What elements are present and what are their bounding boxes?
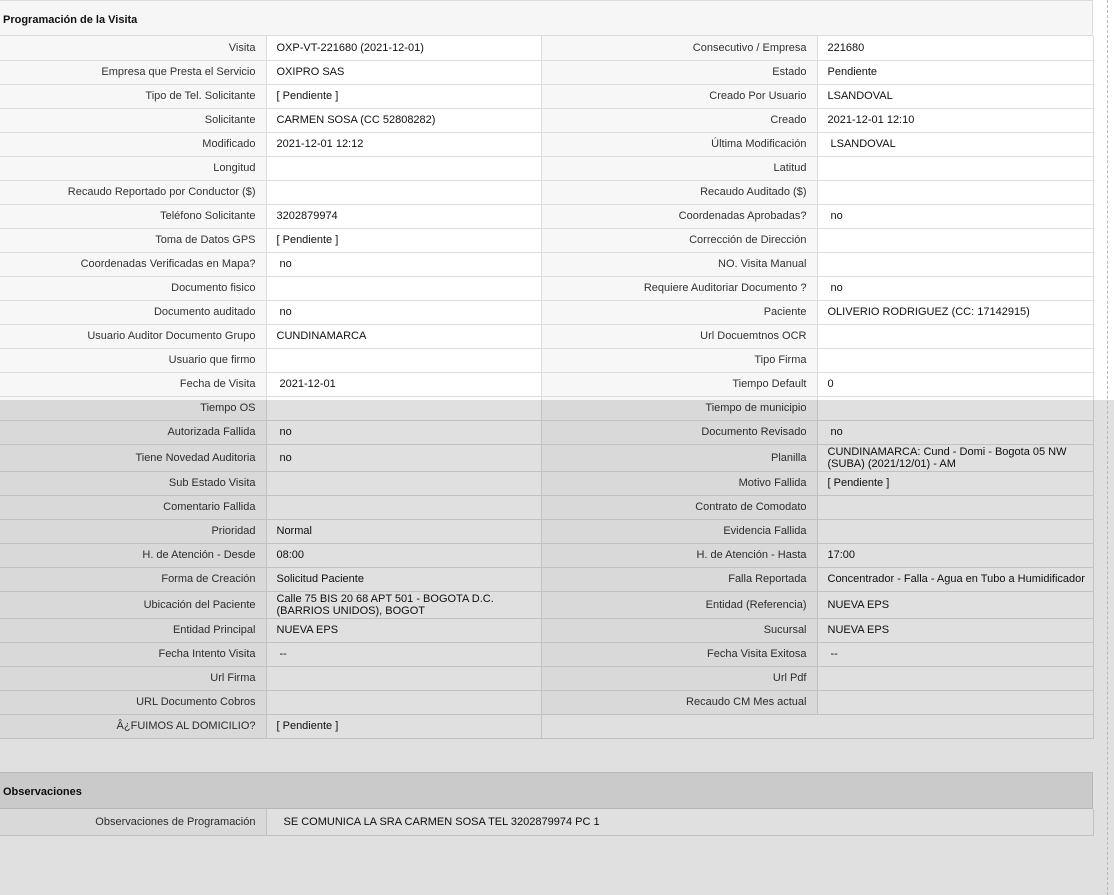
field-value xyxy=(266,495,541,519)
field-label: Recaudo Auditado ($) xyxy=(541,180,817,204)
field-label: Creado xyxy=(541,108,817,132)
row-fuimos-domicilio xyxy=(0,714,1093,738)
row-longitud xyxy=(0,156,1093,180)
field-label: Tipo Firma xyxy=(541,348,817,372)
row-coordenadas xyxy=(0,252,1093,276)
field-value: OLIVERIO RODRIGUEZ (CC: 17142915) xyxy=(817,300,1093,324)
field-label: H. de Atención - Desde xyxy=(0,543,266,567)
field-label: Url Pdf xyxy=(541,666,817,690)
row-telefono xyxy=(0,204,1093,228)
field-value: no xyxy=(817,204,1093,228)
field-value: NUEVA EPS xyxy=(817,591,1093,618)
field-value: 17:00 xyxy=(817,543,1093,567)
field-value xyxy=(817,228,1093,252)
field-value: 3202879974 xyxy=(266,204,541,228)
field-value: no xyxy=(266,420,541,444)
field-label: Longitud xyxy=(0,156,266,180)
field-label: Última Modificación xyxy=(541,132,817,156)
field-label: Tiene Novedad Auditoria xyxy=(0,444,266,471)
row-sub-estado xyxy=(0,471,1093,495)
field-label: Tiempo Default xyxy=(541,372,817,396)
field-value: [ Pendiente ] xyxy=(817,471,1093,495)
field-value xyxy=(817,180,1093,204)
field-value: LSANDOVAL xyxy=(817,84,1093,108)
field-value: Solicitud Paciente xyxy=(266,567,541,591)
field-label: Contrato de Comodato xyxy=(541,495,817,519)
field-value: CUNDINAMARCA xyxy=(266,324,541,348)
field-label: Usuario Auditor Documento Grupo xyxy=(0,324,266,348)
field-value xyxy=(817,156,1093,180)
field-value xyxy=(266,690,541,714)
field-value: 2021-12-01 xyxy=(266,372,541,396)
row-tipo-tel xyxy=(0,84,1093,108)
field-label: Autorizada Fallida xyxy=(0,420,266,444)
row-gps xyxy=(0,228,1093,252)
field-value: 2021-12-01 12:10 xyxy=(817,108,1093,132)
field-value xyxy=(817,666,1093,690)
field-value xyxy=(266,348,541,372)
row-fecha-visita xyxy=(0,372,1093,396)
field-value: [ Pendiente ] xyxy=(266,714,541,738)
field-value: OXP-VT-221680 (2021-12-01) xyxy=(266,36,541,60)
field-value xyxy=(817,519,1093,543)
field-label: Paciente xyxy=(541,300,817,324)
row-usuario-auditor xyxy=(0,324,1093,348)
section-spacer xyxy=(0,739,1093,772)
row-empresa xyxy=(0,60,1093,84)
field-label: Empresa que Presta el Servicio xyxy=(0,60,266,84)
field-value: no xyxy=(817,420,1093,444)
field-value: no xyxy=(266,444,541,471)
field-label: Fecha de Visita xyxy=(0,372,266,396)
field-label: Documento fisico xyxy=(0,276,266,300)
field-label: Usuario que firmo xyxy=(0,348,266,372)
row-documento-auditado xyxy=(0,300,1093,324)
field-label: Corrección de Dirección xyxy=(541,228,817,252)
field-label: Tipo de Tel. Solicitante xyxy=(0,84,266,108)
field-label: Fecha Intento Visita xyxy=(0,642,266,666)
field-label: NO. Visita Manual xyxy=(541,252,817,276)
field-value xyxy=(817,396,1093,420)
field-value: NUEVA EPS xyxy=(817,618,1093,642)
field-value: -- xyxy=(266,642,541,666)
field-value: LSANDOVAL xyxy=(817,132,1093,156)
field-label: Coordenadas Aprobadas? xyxy=(541,204,817,228)
field-value xyxy=(266,180,541,204)
field-value: OXIPRO SAS xyxy=(266,60,541,84)
row-prioridad xyxy=(0,519,1093,543)
row-ubicacion xyxy=(0,591,1093,618)
visit-fields-table xyxy=(0,36,1094,739)
field-label: Observaciones de Programación xyxy=(0,809,266,836)
field-value xyxy=(817,252,1093,276)
field-label: Coordenadas Verificadas en Mapa? xyxy=(0,252,266,276)
field-value xyxy=(266,276,541,300)
field-value xyxy=(266,666,541,690)
row-novedad-auditoria xyxy=(0,444,1093,471)
field-value: no xyxy=(266,300,541,324)
field-value xyxy=(817,690,1093,714)
field-value: [ Pendiente ] xyxy=(266,228,541,252)
row-visita xyxy=(0,36,1093,60)
field-value xyxy=(266,471,541,495)
field-value: Normal xyxy=(266,519,541,543)
field-label: Fecha Visita Exitosa xyxy=(541,642,817,666)
field-label: Url Firma xyxy=(0,666,266,690)
field-value: 2021-12-01 12:12 xyxy=(266,132,541,156)
field-label: Teléfono Solicitante xyxy=(0,204,266,228)
field-label: Prioridad xyxy=(0,519,266,543)
field-label: URL Documento Cobros xyxy=(0,690,266,714)
row-url-cobros xyxy=(0,690,1093,714)
section-header-observaciones: Observaciones xyxy=(0,772,1093,809)
field-label: Estado xyxy=(541,60,817,84)
field-value: SE COMUNICA LA SRA CARMEN SOSA TEL 3202879974 PC 1 xyxy=(266,809,1093,836)
row-autorizada-fallida xyxy=(0,420,1093,444)
field-label: Visita xyxy=(0,36,266,60)
field-label: Falla Reportada xyxy=(541,567,817,591)
row-fecha-intento xyxy=(0,642,1093,666)
row-recaudo xyxy=(0,180,1093,204)
field-value xyxy=(266,156,541,180)
field-label: Consecutivo / Empresa xyxy=(541,36,817,60)
field-label: Â¿FUIMOS AL DOMICILIO? xyxy=(0,714,266,738)
field-label: Motivo Fallida xyxy=(541,471,817,495)
row-url-firma xyxy=(0,666,1093,690)
field-value xyxy=(817,348,1093,372)
field-label: Forma de Creación xyxy=(0,567,266,591)
field-value: CARMEN SOSA (CC 52808282) xyxy=(266,108,541,132)
field-value xyxy=(266,396,541,420)
field-label: Comentario Fallida xyxy=(0,495,266,519)
field-value: 0 xyxy=(817,372,1093,396)
section-header-programacion: Programación de la Visita xyxy=(0,0,1093,36)
field-label: Entidad Principal xyxy=(0,618,266,642)
dashed-divider xyxy=(1107,0,1108,895)
field-label: Sucursal xyxy=(541,618,817,642)
field-label: Modificado xyxy=(0,132,266,156)
field-label: Recaudo Reportado por Conductor ($) xyxy=(0,180,266,204)
field-value: Concentrador - Falla - Agua en Tubo a Humidificador xyxy=(817,567,1093,591)
row-observaciones xyxy=(0,809,1093,836)
row-modificado xyxy=(0,132,1093,156)
field-label: Sub Estado Visita xyxy=(0,471,266,495)
row-tiempo-os xyxy=(0,396,1093,420)
field-value: [ Pendiente ] xyxy=(266,84,541,108)
field-label: Evidencia Fallida xyxy=(541,519,817,543)
field-label: Recaudo CM Mes actual xyxy=(541,690,817,714)
field-label: Tiempo OS xyxy=(0,396,266,420)
empty-cell xyxy=(541,714,1093,738)
field-label: Documento Revisado xyxy=(541,420,817,444)
field-value: NUEVA EPS xyxy=(266,618,541,642)
field-label: Toma de Datos GPS xyxy=(0,228,266,252)
field-label: Creado Por Usuario xyxy=(541,84,817,108)
field-value xyxy=(817,495,1093,519)
row-solicitante xyxy=(0,108,1093,132)
field-label: Entidad (Referencia) xyxy=(541,591,817,618)
field-label: Documento auditado xyxy=(0,300,266,324)
row-usuario-firmo xyxy=(0,348,1093,372)
field-value: -- xyxy=(817,642,1093,666)
field-value: 221680 xyxy=(817,36,1093,60)
field-label: Solicitante xyxy=(0,108,266,132)
field-value: no xyxy=(817,276,1093,300)
row-documento-fisico xyxy=(0,276,1093,300)
field-label: H. de Atención - Hasta xyxy=(541,543,817,567)
field-label: Requiere Auditoriar Documento ? xyxy=(541,276,817,300)
row-horario xyxy=(0,543,1093,567)
field-value: 08:00 xyxy=(266,543,541,567)
row-forma-creacion xyxy=(0,567,1093,591)
row-comentario-fallida xyxy=(0,495,1093,519)
field-label: Latitud xyxy=(541,156,817,180)
observations-table xyxy=(0,809,1094,837)
field-value: Pendiente xyxy=(817,60,1093,84)
field-label: Url Docuemtnos OCR xyxy=(541,324,817,348)
field-value: CUNDINAMARCA: Cund - Domi - Bogota 05 NW (SUBA) (2021/12/01) - AM xyxy=(817,444,1093,471)
field-value xyxy=(817,324,1093,348)
field-value: Calle 75 BIS 20 68 APT 501 - BOGOTA D.C. (BARRIOS UNIDOS), BOGOT xyxy=(266,591,541,618)
row-entidad xyxy=(0,618,1093,642)
field-label: Tiempo de municipio xyxy=(541,396,817,420)
field-label: Planilla xyxy=(541,444,817,471)
field-value: no xyxy=(266,252,541,276)
field-label: Ubicación del Paciente xyxy=(0,591,266,618)
